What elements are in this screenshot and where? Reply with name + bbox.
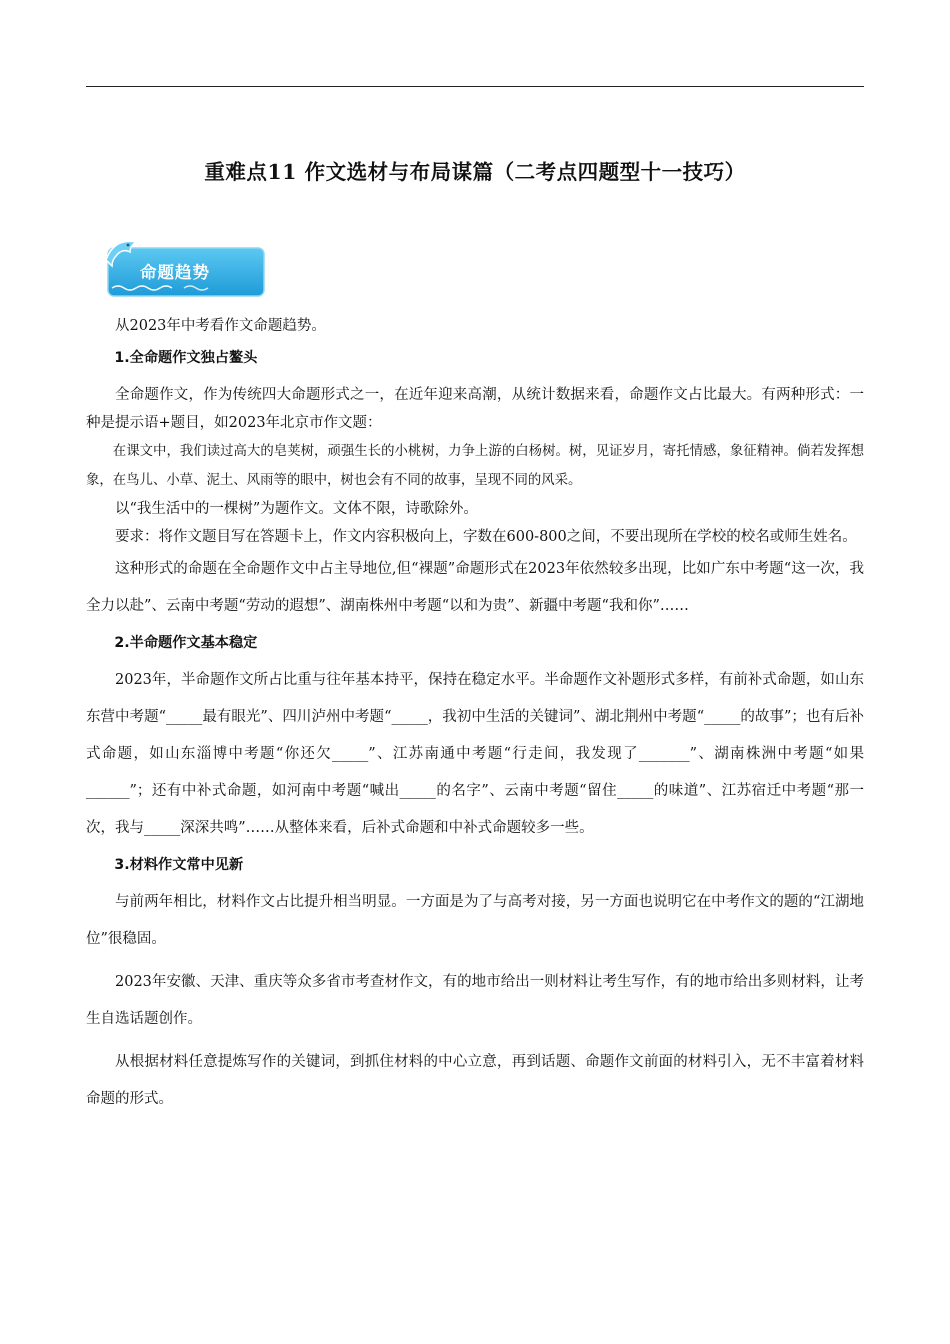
quoted-prompt: 在课文中，我们读过高大的皂荚树，顽强生长的小桃树，力争上游的白杨树。树，见证岁月，寄托情感，象征精神。倘若发挥想象，在鸟儿、小草、泥土、风雨等的眼中，树也会有不同的故事，呈现不同的风采。 (86, 444, 864, 488)
paragraph: 2023年安徽、天津、重庆等众多省市考查材作文，有的地市给出一则材料让考生写作，有的地市给出多则材料，让考生自选话题创作。 (86, 974, 864, 1027)
paragraph: 要求：将作文题目写在答题卡上，作文内容积极向上，字数在600-800之间，不要出现所在学校的校名或师生姓名。 (115, 529, 857, 545)
section-heading-1: 1.全命题作文独占鳌头 (114, 350, 258, 366)
paragraph: 与前两年相比，材料作文占比提升相当明显。一方面是为了与高考对接，另一方面也说明它在中考作文的题的“江湖地位”很稳固。 (86, 894, 864, 947)
section-banner (100, 234, 270, 300)
section-heading-3: 3.材料作文常中见新 (114, 857, 244, 873)
paragraph: 全命题作文，作为传统四大命题形式之一，在近年迎来高潮，从统计数据来看，命题作文占比最大。有两种形式：一种是提示语+题目，如2023年北京市作文题： (86, 387, 864, 431)
paragraph: 以“我生活中的一棵树”为题作文。文体不限，诗歌除外。 (115, 501, 478, 517)
page-title: 重难点11 作文选材与布局谋篇（二考点四题型十一技巧） (204, 160, 746, 184)
banner-label: 命题趋势 (140, 263, 210, 282)
paragraph: 这种形式的命题在全命题作文中占主导地位,但“裸题”命题形式在2023年依然较多出现，比如广东中考题“这一次，我全力以赴”、云南中考题“劳动的遐想”、湖南株州中考题“以和为贵”、新疆中考题“我和你”…… (86, 561, 864, 614)
header-rule (86, 86, 864, 87)
section-heading-2: 2.半命题作文基本稳定 (114, 635, 258, 651)
paragraph: 2023年，半命题作文所占比重与往年基本持平，保持在稳定水平。半命题作文补题形式多样，有前补式命题，如山东东营中考题“_____最有眼光”、四川泸州中考题“_____，我初中生活的关键词”、湖北荆州中考题“_____的故事”；也有后补式命题，如山东淄博中考题“你还欠_____”、江苏南通中考题“行走间，我发现了_______”、湖南株洲中考题“如果______”；还有中补式命题，如河南中考题“喊出_____的名字”、云南中考题“留住_____的味道”、江苏宿迁中考题“那一次，我与_____深深共鸣”……从整体来看，后补式命题和中补式命题较多一些。 (86, 672, 864, 836)
document-body (86, 312, 864, 1118)
paragraph: 从根据材料任意提炼写作的关键词，到抓住材料的中心立意，再到话题、命题作文前面的材料引入，无不丰富着材料命题的形式。 (86, 1054, 864, 1107)
intro-paragraph: 从2023年中考看作文命题趋势。 (115, 318, 326, 334)
